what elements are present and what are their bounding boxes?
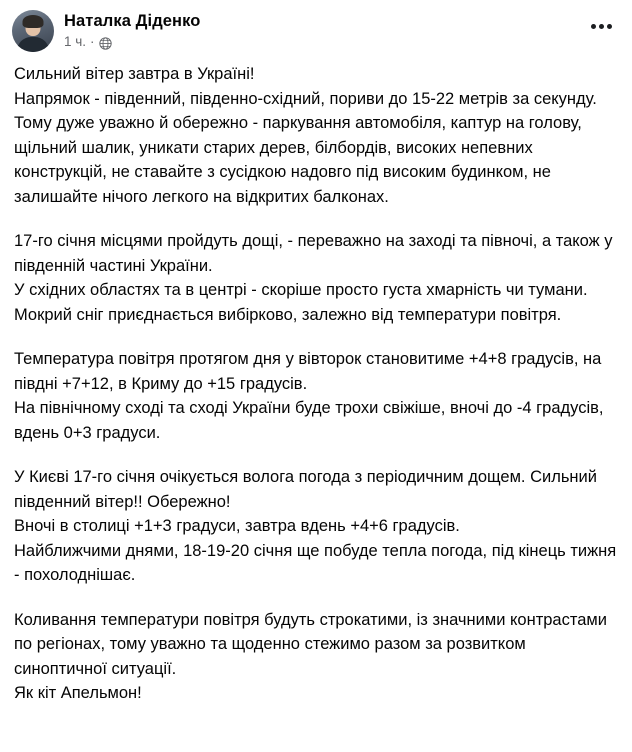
more-options-icon[interactable] — [586, 18, 616, 34]
author-name[interactable]: Наталка Діденко — [64, 12, 201, 30]
post-paragraph: Вночі в столиці +1+3 градуси, завтра вдень +4+6 градусів. — [14, 517, 460, 535]
menu-dot — [599, 24, 604, 29]
post-text-body — [0, 56, 632, 706]
post-paragraph: Тому дуже уважно й обережно - паркування автомобіля, каптур на голову, щільний шалик, уникати старих дерев, білбордів, високих непевних конструкцій, не ставайте з сусідкою надовго під високим будинком, не залишайте нічого легкого на відкритих балконах. — [14, 114, 582, 206]
post-paragraph: Напрямок - південний, південно-східний, пориви до 15-22 метрів за секунду. — [14, 89, 597, 108]
avatar[interactable] — [12, 10, 54, 52]
globe-icon[interactable] — [99, 37, 112, 50]
post-timestamp[interactable]: 1 ч. — [64, 34, 87, 49]
post-paragraph: У Києві 17-го січня очікується волога погода з періодичним дощем. Сильний південний вітер!! Обережно! — [14, 468, 597, 511]
menu-dot — [591, 24, 596, 29]
post-header-text — [64, 10, 200, 49]
post-paragraph: Сильний вітер завтра в Україні! — [14, 65, 255, 83]
meta-separator: · — [90, 34, 95, 49]
post-paragraph: Температура повітря протягом дня у вівторок становитиме +4+8 градусів, на півдні +7+12, в Криму до +15 градусів. — [14, 350, 602, 393]
post-header — [0, 0, 632, 56]
menu-dot — [607, 24, 612, 29]
post-paragraph: Найближчими днями, 18-19-20 січня ще побуде тепла погода, під кінець тижня - похолоднішає. — [14, 541, 617, 584]
post-paragraph: Коливання температури повітря будуть строкатими, із значними контрастами по регіонах, тому уважно та щоденно стежимо разом за розвитком синоптичної ситуації. — [14, 610, 607, 678]
post-paragraph: Як кіт Апельмон! — [14, 684, 142, 702]
post-paragraph: Мокрий сніг приєднається вибірково, залежно від температури повітря. — [14, 305, 562, 324]
avatar-hair-shape — [23, 15, 44, 28]
post-paragraph: 17-го січня місцями пройдуть дощі, - переважно на заході та півночі, а також у південній частині України. — [14, 232, 613, 275]
post-paragraph: У східних областях та в центрі - скоріше просто густа хмарність чи тумани. — [14, 281, 588, 299]
post-paragraph: На північному сході та сході України буде трохи свіжіше, вночі до -4 градусів, вдень 0+3 градуси. — [14, 399, 604, 442]
post-meta — [64, 34, 200, 49]
